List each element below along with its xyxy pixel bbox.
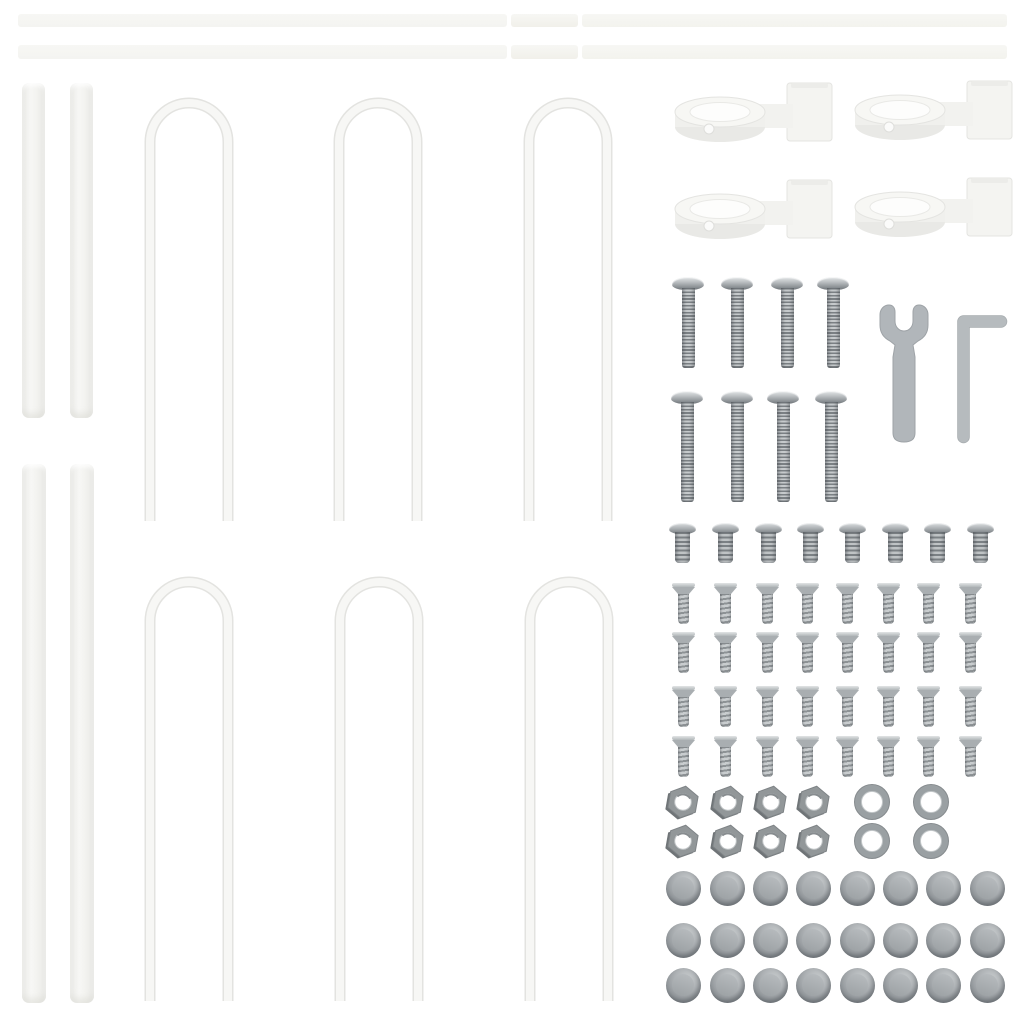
end-cap-inner-disc bbox=[672, 877, 694, 899]
screw-threaded-shaft bbox=[802, 594, 813, 624]
self-tapping-screw bbox=[877, 736, 900, 777]
end-cap-inner-disc bbox=[846, 974, 868, 996]
end-cap-inner-disc bbox=[889, 929, 911, 951]
countersunk-head-cone bbox=[714, 636, 737, 643]
countersunk-head-cone bbox=[917, 587, 940, 594]
vertical-tube bbox=[22, 464, 46, 1003]
end-cap bbox=[666, 923, 701, 958]
end-cap bbox=[753, 968, 788, 1003]
self-tapping-screw bbox=[836, 736, 859, 777]
self-tapping-screw bbox=[672, 686, 695, 727]
countersunk-head-cone bbox=[756, 587, 779, 594]
screw-threaded-shaft bbox=[923, 697, 934, 727]
screw-threaded-shaft bbox=[762, 697, 773, 727]
screw-threaded-shaft bbox=[678, 594, 689, 624]
end-cap-inner-disc bbox=[932, 877, 954, 899]
self-tapping-screw bbox=[756, 632, 779, 673]
countersunk-head-cone bbox=[836, 690, 859, 697]
bolt-threaded-shaft bbox=[681, 402, 694, 502]
screw-threaded-shaft bbox=[678, 697, 689, 727]
self-tapping-screw bbox=[756, 686, 779, 727]
countersunk-head-cone bbox=[714, 587, 737, 594]
end-cap-inner-disc bbox=[802, 974, 824, 996]
pan-head-screw bbox=[712, 523, 739, 563]
countersunk-head-cone bbox=[959, 636, 982, 643]
long-bolt bbox=[721, 277, 753, 368]
long-bolt bbox=[671, 391, 703, 502]
self-tapping-screw bbox=[836, 686, 859, 727]
end-cap bbox=[840, 871, 875, 906]
end-cap bbox=[840, 923, 875, 958]
screw-threaded-shaft bbox=[761, 532, 776, 563]
long-bolt bbox=[771, 277, 803, 368]
bolt-threaded-shaft bbox=[731, 288, 744, 368]
countersunk-head-cone bbox=[756, 690, 779, 697]
end-cap bbox=[796, 923, 831, 958]
countersunk-head-cone bbox=[672, 690, 695, 697]
pan-head-screw bbox=[839, 523, 866, 563]
countersunk-head-cone bbox=[959, 740, 982, 747]
long-bolt bbox=[672, 277, 704, 368]
pan-head-screw bbox=[669, 523, 696, 563]
screw-threaded-shaft bbox=[842, 594, 853, 624]
screw-threaded-shaft bbox=[718, 532, 733, 563]
screw-threaded-shaft bbox=[720, 594, 731, 624]
screw-threaded-shaft bbox=[883, 643, 894, 673]
end-cap-inner-disc bbox=[759, 929, 781, 951]
bolt-threaded-shaft bbox=[682, 288, 695, 368]
self-tapping-screw bbox=[714, 583, 737, 624]
bolt-threaded-shaft bbox=[777, 402, 790, 502]
countersunk-head-cone bbox=[672, 587, 695, 594]
end-cap bbox=[666, 871, 701, 906]
vertical-tube bbox=[22, 83, 45, 418]
countersunk-head-cone bbox=[756, 636, 779, 643]
screw-threaded-shaft bbox=[842, 747, 853, 777]
end-cap-inner-disc bbox=[846, 929, 868, 951]
end-cap-inner-disc bbox=[672, 974, 694, 996]
end-cap-inner-disc bbox=[802, 877, 824, 899]
screw-threaded-shaft bbox=[923, 643, 934, 673]
screw-threaded-shaft bbox=[888, 532, 903, 563]
screw-threaded-shaft bbox=[675, 532, 690, 563]
self-tapping-screw bbox=[877, 583, 900, 624]
end-cap bbox=[796, 871, 831, 906]
screw-threaded-shaft bbox=[803, 532, 818, 563]
countersunk-head-cone bbox=[714, 690, 737, 697]
screw-threaded-shaft bbox=[720, 643, 731, 673]
end-cap-inner-disc bbox=[716, 929, 738, 951]
countersunk-head-cone bbox=[836, 587, 859, 594]
self-tapping-screw bbox=[796, 583, 819, 624]
end-cap bbox=[666, 968, 701, 1003]
long-bolt bbox=[817, 277, 849, 368]
end-cap bbox=[710, 968, 745, 1003]
countersunk-head-cone bbox=[917, 636, 940, 643]
countersunk-head-cone bbox=[877, 636, 900, 643]
screw-threaded-shaft bbox=[883, 697, 894, 727]
end-cap bbox=[883, 968, 918, 1003]
self-tapping-screw bbox=[917, 686, 940, 727]
screw-threaded-shaft bbox=[930, 532, 945, 563]
pan-head-screw bbox=[755, 523, 782, 563]
self-tapping-screw bbox=[877, 632, 900, 673]
end-cap-inner-disc bbox=[976, 929, 998, 951]
screw-threaded-shaft bbox=[965, 643, 976, 673]
end-cap-inner-disc bbox=[889, 877, 911, 899]
countersunk-head-cone bbox=[877, 740, 900, 747]
countersunk-head-cone bbox=[917, 740, 940, 747]
vertical-tube bbox=[70, 83, 93, 418]
horizontal-rail-segment bbox=[582, 14, 1007, 27]
end-cap bbox=[883, 871, 918, 906]
countersunk-head-cone bbox=[796, 740, 819, 747]
screw-threaded-shaft bbox=[678, 643, 689, 673]
self-tapping-screw bbox=[756, 736, 779, 777]
self-tapping-screw bbox=[796, 686, 819, 727]
end-cap-inner-disc bbox=[759, 877, 781, 899]
end-cap-inner-disc bbox=[846, 877, 868, 899]
end-cap bbox=[970, 968, 1005, 1003]
pan-head-screw bbox=[967, 523, 994, 563]
end-cap-inner-disc bbox=[976, 974, 998, 996]
self-tapping-screw bbox=[714, 686, 737, 727]
self-tapping-screw bbox=[917, 632, 940, 673]
screw-threaded-shaft bbox=[883, 747, 894, 777]
countersunk-head-cone bbox=[796, 690, 819, 697]
screw-threaded-shaft bbox=[802, 747, 813, 777]
countersunk-head-cone bbox=[672, 636, 695, 643]
self-tapping-screw bbox=[917, 736, 940, 777]
self-tapping-screw bbox=[756, 583, 779, 624]
pan-head-screw bbox=[924, 523, 951, 563]
countersunk-head-cone bbox=[714, 740, 737, 747]
end-cap bbox=[970, 871, 1005, 906]
self-tapping-screw bbox=[836, 583, 859, 624]
countersunk-head-cone bbox=[836, 740, 859, 747]
screw-threaded-shaft bbox=[842, 643, 853, 673]
end-cap bbox=[883, 923, 918, 958]
countersunk-head-cone bbox=[672, 740, 695, 747]
countersunk-head-cone bbox=[877, 690, 900, 697]
end-cap-inner-disc bbox=[932, 929, 954, 951]
screw-threaded-shaft bbox=[973, 532, 988, 563]
self-tapping-screw bbox=[714, 632, 737, 673]
end-cap bbox=[753, 923, 788, 958]
screw-threaded-shaft bbox=[965, 747, 976, 777]
self-tapping-screw bbox=[796, 736, 819, 777]
self-tapping-screw bbox=[672, 632, 695, 673]
self-tapping-screw bbox=[796, 632, 819, 673]
screw-threaded-shaft bbox=[802, 643, 813, 673]
screw-threaded-shaft bbox=[802, 697, 813, 727]
screw-threaded-shaft bbox=[678, 747, 689, 777]
end-cap-inner-disc bbox=[672, 929, 694, 951]
pan-head-screw bbox=[882, 523, 909, 563]
end-cap-inner-disc bbox=[716, 877, 738, 899]
horizontal-rail-segment bbox=[511, 14, 578, 27]
end-cap bbox=[926, 871, 961, 906]
bolt-threaded-shaft bbox=[827, 288, 840, 368]
countersunk-head-cone bbox=[959, 587, 982, 594]
screw-threaded-shaft bbox=[923, 594, 934, 624]
self-tapping-screw bbox=[672, 736, 695, 777]
bolt-threaded-shaft bbox=[825, 402, 838, 502]
end-cap-inner-disc bbox=[976, 877, 998, 899]
bolt-threaded-shaft bbox=[781, 288, 794, 368]
self-tapping-screw bbox=[959, 736, 982, 777]
countersunk-head-cone bbox=[836, 636, 859, 643]
end-cap bbox=[710, 871, 745, 906]
screw-threaded-shaft bbox=[762, 643, 773, 673]
screw-threaded-shaft bbox=[923, 747, 934, 777]
countersunk-head-cone bbox=[796, 636, 819, 643]
horizontal-rail-segment bbox=[511, 45, 578, 59]
end-cap-inner-disc bbox=[716, 974, 738, 996]
end-cap bbox=[970, 923, 1005, 958]
screw-threaded-shaft bbox=[762, 747, 773, 777]
end-cap bbox=[926, 923, 961, 958]
self-tapping-screw bbox=[672, 583, 695, 624]
long-bolt bbox=[721, 391, 753, 502]
end-cap-inner-disc bbox=[802, 929, 824, 951]
screw-threaded-shaft bbox=[762, 594, 773, 624]
self-tapping-screw bbox=[877, 686, 900, 727]
horizontal-rail-segment bbox=[582, 45, 1007, 59]
self-tapping-screw bbox=[836, 632, 859, 673]
bolt-threaded-shaft bbox=[731, 402, 744, 502]
countersunk-head-cone bbox=[959, 690, 982, 697]
end-cap bbox=[796, 968, 831, 1003]
screw-threaded-shaft bbox=[965, 594, 976, 624]
screw-threaded-shaft bbox=[720, 697, 731, 727]
vertical-tube bbox=[70, 464, 94, 1003]
screw-threaded-shaft bbox=[720, 747, 731, 777]
screw-threaded-shaft bbox=[842, 697, 853, 727]
countersunk-head-cone bbox=[756, 740, 779, 747]
end-cap-inner-disc bbox=[932, 974, 954, 996]
end-cap bbox=[753, 871, 788, 906]
horizontal-rail-segment bbox=[18, 45, 507, 59]
screw-threaded-shaft bbox=[965, 697, 976, 727]
end-cap bbox=[710, 923, 745, 958]
end-cap bbox=[840, 968, 875, 1003]
self-tapping-screw bbox=[959, 686, 982, 727]
end-cap-inner-disc bbox=[889, 974, 911, 996]
countersunk-head-cone bbox=[796, 587, 819, 594]
self-tapping-screw bbox=[714, 736, 737, 777]
long-bolt bbox=[815, 391, 847, 502]
self-tapping-screw bbox=[959, 583, 982, 624]
long-bolt bbox=[767, 391, 799, 502]
self-tapping-screw bbox=[917, 583, 940, 624]
countersunk-head-cone bbox=[917, 690, 940, 697]
countersunk-head-cone bbox=[877, 587, 900, 594]
screw-threaded-shaft bbox=[883, 594, 894, 624]
pan-head-screw bbox=[797, 523, 824, 563]
screw-threaded-shaft bbox=[845, 532, 860, 563]
end-cap bbox=[926, 968, 961, 1003]
horizontal-rail-segment bbox=[18, 14, 507, 27]
self-tapping-screw bbox=[959, 632, 982, 673]
end-cap-inner-disc bbox=[759, 974, 781, 996]
